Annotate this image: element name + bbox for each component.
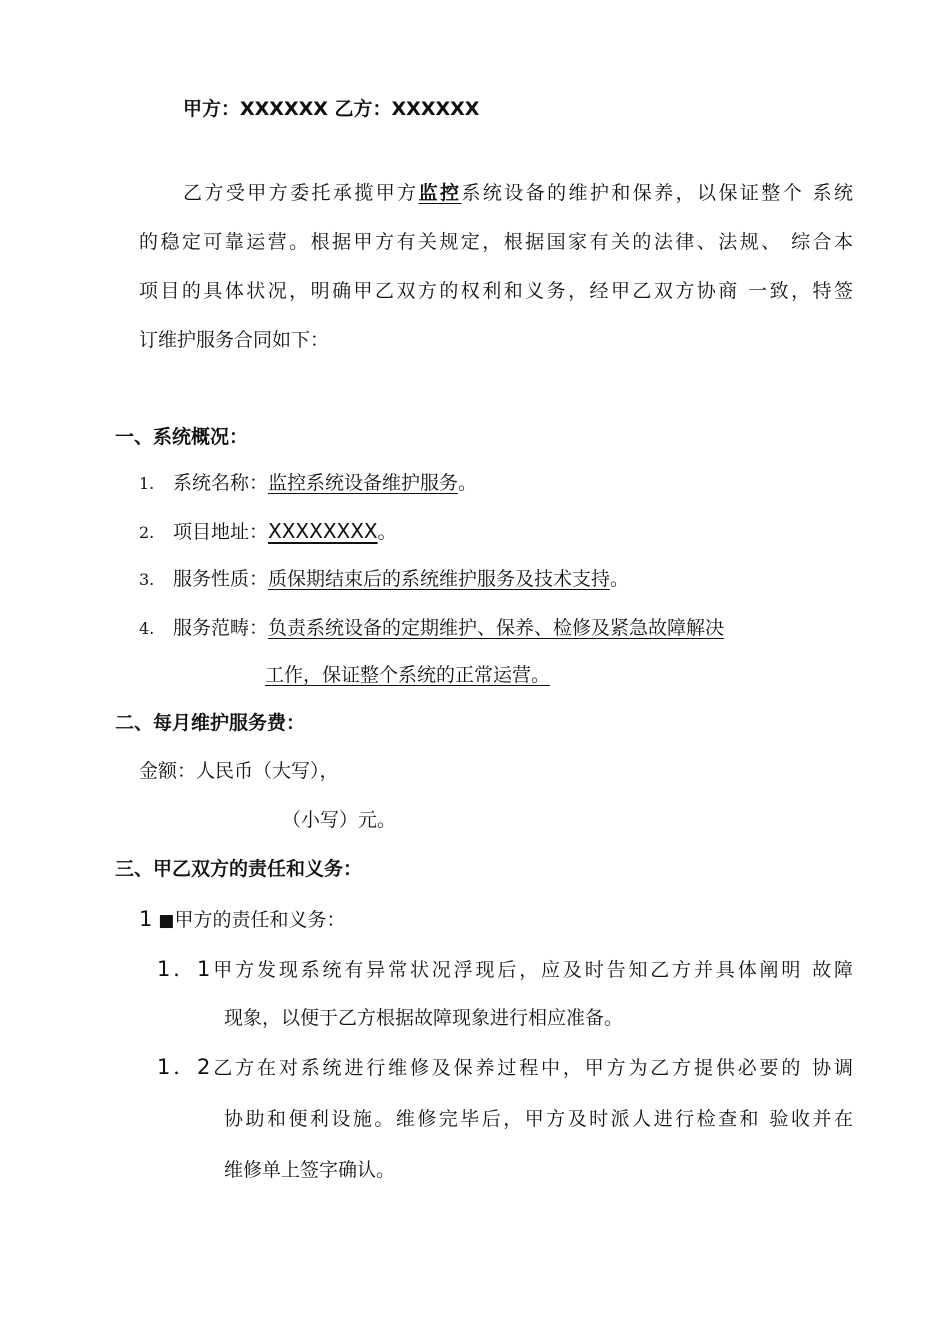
- clause-1-2-line-3: 维修单上签字确认。: [224, 1159, 396, 1181]
- item-number: 4.: [139, 619, 155, 638]
- section1-item-2: 2. 项目地址：XXXXXXXX。: [139, 518, 397, 546]
- clause-1-1-line-1: 1．1甲方发现系统有异常状况浮现后，应及时告知乙方并具体阐明 故障: [157, 957, 853, 981]
- item-number: 1.: [139, 474, 155, 493]
- sub1-number: 1: [139, 907, 153, 931]
- section1-heading: 一、系统概况：: [115, 426, 249, 448]
- section1-item-3: 3. 服务性质：质保期结束后的系统维护服务及技术支持。: [139, 566, 629, 593]
- item-label: 项目地址：: [173, 521, 269, 543]
- intro-bold-word: 监控: [418, 182, 462, 204]
- item-number: 2.: [139, 523, 155, 542]
- section3-heading: 三、甲乙双方的责任和义务：: [115, 858, 363, 880]
- item-value: 监控系统设备维护服务: [268, 472, 459, 494]
- clause-1-2-line-2: 协助和便利设施。维修完毕后，甲方及时派人进行检查和 验收并在: [224, 1108, 853, 1130]
- item-value: 质保期结束后的系统维护服务及技术支持: [268, 568, 611, 590]
- party-a: 甲方：XXXXXX: [183, 98, 328, 120]
- item-value: XXXXXXXX: [268, 519, 378, 543]
- section1-item-1: 1. 系统名称：监控系统设备维护服务。: [139, 470, 477, 497]
- party-b: 乙方：XXXXXX: [334, 98, 480, 120]
- item-label: 服务范畴：: [173, 617, 269, 639]
- intro-line-3: 项目的具体状况，明确甲乙双方的权利和义务，经甲乙双方协商 一致，特签: [139, 280, 853, 302]
- intro-line-2: 的稳定可靠运营。根据甲方有关规定，根据国家有关的法律、法规、 综合本: [139, 231, 853, 253]
- clause-1-1-line-2: 现象，以便于乙方根据故障现象进行相应准备。: [224, 1007, 624, 1029]
- item-number: 3.: [139, 570, 155, 589]
- item-label: 系统名称：: [173, 472, 269, 494]
- section3-sub1: [139, 906, 346, 934]
- section2-heading: 二、每月维护服务费：: [115, 712, 306, 734]
- intro-line-4: 订维护服务合同如下：: [139, 329, 330, 351]
- section1-item-4-cont: 工作，保证整个系统的正常运营。: [265, 664, 551, 686]
- clause-1-2-line-1: 1．2乙方在对系统进行维修及保养过程中，甲方为乙方提供必要的 协调: [157, 1055, 853, 1079]
- clause-number: 1．2: [157, 1055, 211, 1079]
- clause-number: 1．1: [157, 957, 211, 981]
- item-value: 负责系统设备的定期维护、保养、检修及紧急故障解决: [268, 617, 725, 639]
- section1-item-4: [139, 615, 724, 642]
- item-label: 服务性质：: [173, 568, 269, 590]
- intro-line-1: 乙方受甲方委托承揽甲方监控系统设备的维护和保养，以保证整个 系统: [183, 182, 853, 204]
- sub1-title: 甲方的责任和义务：: [174, 909, 346, 931]
- party-header: [183, 96, 479, 122]
- amount-upper: 金额：人民币（大写），: [139, 760, 339, 782]
- square-bullet-icon: ■: [158, 911, 175, 931]
- amount-lower: （小写）元。: [282, 809, 397, 831]
